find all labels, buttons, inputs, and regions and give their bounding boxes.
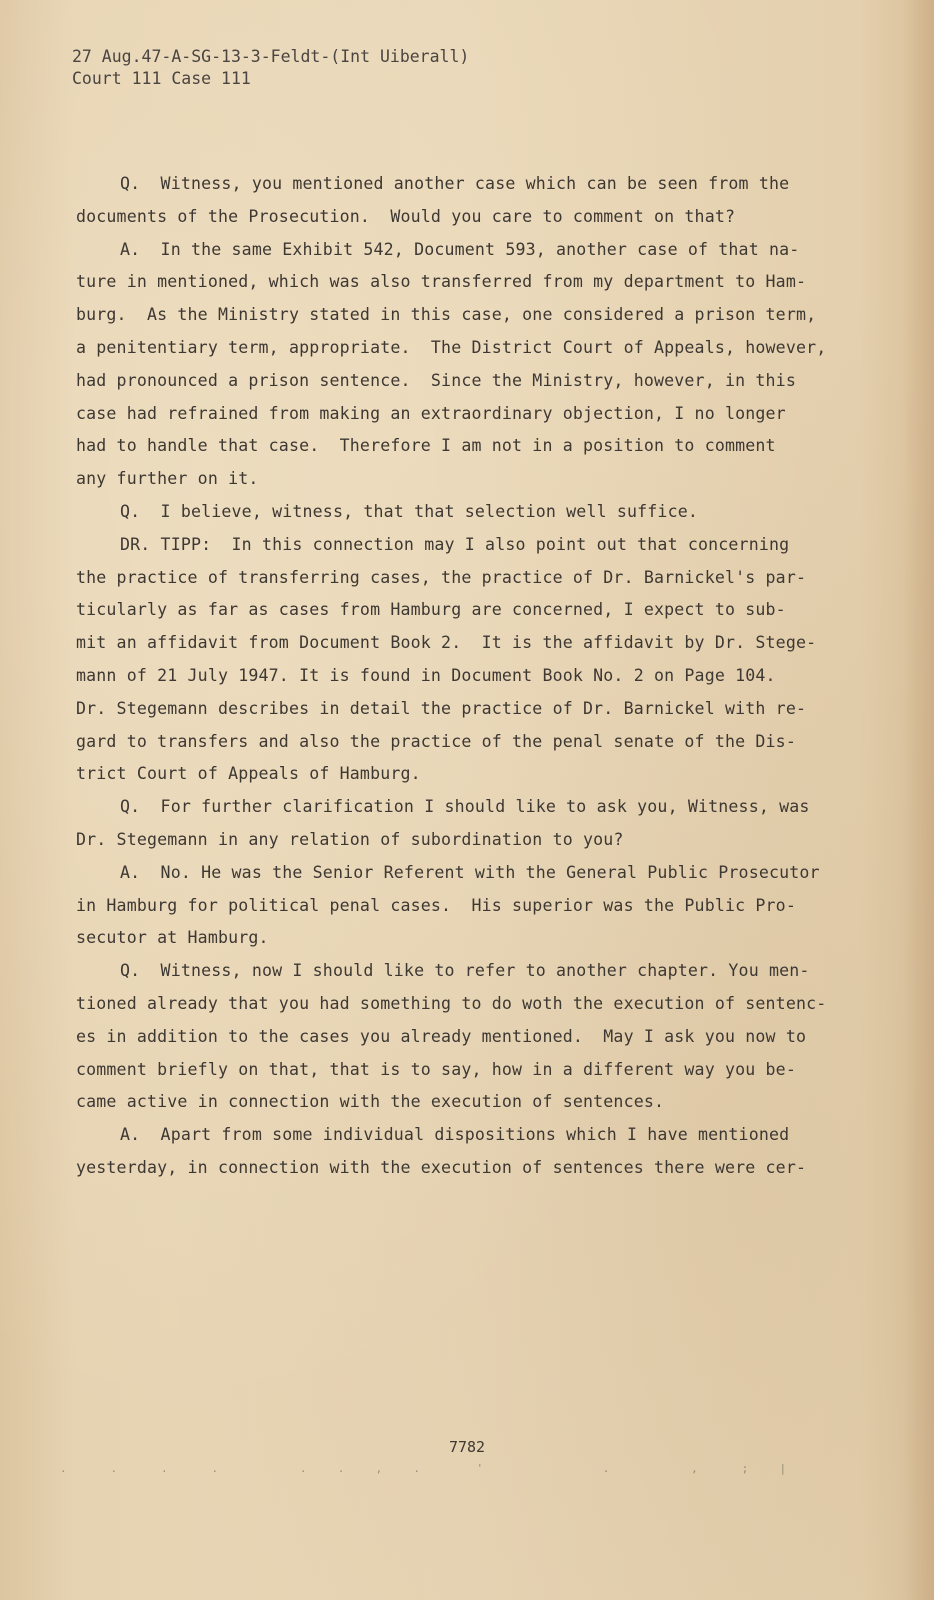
transcript-line: Q. I believe, witness, that that selection well suffice. — [120, 501, 698, 521]
transcript-line: ticularly as far as cases from Hamburg are concerned, I expect to sub- — [76, 600, 786, 620]
transcript-line: Dr. Stegemann describes in detail the practice of Dr. Barnickel with re- — [76, 698, 807, 718]
transcript-line: mann of 21 July 1947. It is found in Document Book No. 2 on Page 104. — [76, 665, 776, 685]
transcript-line: documents of the Prosecution. Would you care to comment on that? — [76, 206, 736, 226]
header-line-date-code: 27 Aug.47-A-SG-13-3-Feldt-(Int Uiberall) — [72, 47, 470, 66]
transcript-line: yesterday, in connection with the execution of sentences there were cer- — [76, 1157, 807, 1177]
transcript-line: mit an affidavit from Document Book 2. It is the affidavit by Dr. Stege- — [76, 633, 817, 653]
transcript-line: tioned already that you had something to do woth the execution of sentenc- — [76, 993, 827, 1013]
transcript-line: trict Court of Appeals of Hamburg. — [76, 764, 421, 784]
transcript-line: Q. Witness, now I should like to refer to another chapter. You men- — [120, 961, 810, 981]
transcript-line: in Hamburg for political penal cases. His superior was the Public Pro- — [76, 895, 796, 915]
transcript-line: A. Apart from some individual dispositions which I have mentioned — [120, 1125, 790, 1145]
transcript-line: Q. Witness, you mentioned another case which can be seen from the — [120, 174, 790, 193]
transcript-line: secutor at Hamburg. — [76, 928, 269, 948]
transcript-line: any further on it. — [76, 469, 259, 489]
document-header — [72, 46, 469, 90]
transcript-line: ture in mentioned, which was also transferred from my department to Ham- — [76, 272, 807, 292]
transcript-line: had to handle that case. Therefore I am not in a position to comment — [76, 436, 776, 456]
transcript-line: es in addition to the cases you already mentioned. May I ask you now to — [76, 1026, 807, 1046]
transcript-line: Q. For further clarification I should like to ask you, Witness, was — [120, 797, 810, 817]
transcript-line: burg. As the Ministry stated in this case, one considered a prison term, — [76, 305, 817, 325]
page-number: 7782 — [448, 1438, 486, 1456]
transcript-line: gard to transfers and also the practice of the penal senate of the Dis- — [76, 731, 796, 751]
transcript-line: case had refrained from making an extraordinary objection, I no longer — [76, 403, 786, 423]
transcript-line: Dr. Stegemann in any relation of subordination to you? — [76, 829, 624, 849]
header-line-court-case: Court 111 Case 111 — [72, 69, 251, 88]
transcript-line: DR. TIPP: In this connection may I also point out that concerning — [120, 534, 790, 554]
paper-edge-shadow — [904, 0, 934, 1600]
transcript-line: the practice of transferring cases, the practice of Dr. Barnickel's par- — [76, 567, 807, 587]
transcript-line: comment briefly on that, that is to say, how in a different way you be- — [76, 1059, 796, 1079]
transcript-line: had pronounced a prison sentence. Since the Ministry, however, in this — [76, 370, 796, 390]
transcript-body — [76, 168, 827, 1185]
transcript-line: A. In the same Exhibit 542, Document 593, another case of that na- — [120, 239, 800, 259]
bottom-artifact-marks: . . . . . . , . ' . , ; | — [60, 1462, 793, 1475]
transcript-line: A. No. He was the Senior Referent with the General Public Prosecutor — [120, 862, 820, 882]
transcript-line: a penitentiary term, appropriate. The District Court of Appeals, however, — [76, 337, 827, 357]
transcript-line: came active in connection with the execution of sentences. — [76, 1092, 665, 1112]
